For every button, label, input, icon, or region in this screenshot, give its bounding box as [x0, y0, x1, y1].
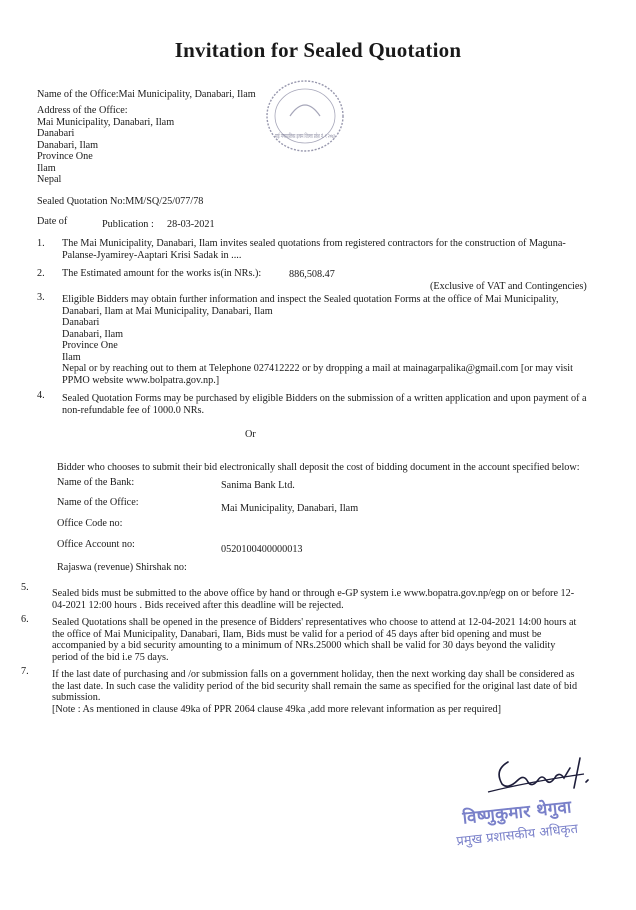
item-line: The Mai Municipality, Danabari, Ilam invites sealed quotations from registered contractors for the construction of Maguna- [62, 238, 566, 249]
item-line: 04-2021 12:00 hours . Bids received after this deadline will be rejected. [52, 599, 344, 611]
publication-label: Publication : [102, 219, 154, 230]
item-number: 2. [37, 268, 45, 279]
address-line: Danabari, Ilam [37, 139, 99, 151]
office-label: Name of the Office: [57, 497, 139, 508]
address-line: Nepal [37, 174, 62, 185]
item-number: 6. [21, 614, 29, 625]
signatory-name: विष्णुकुमार थेगुवा [461, 797, 573, 829]
item-3-text [62, 294, 622, 386]
item-line: Sealed Quotation Forms may be purchased by eligible Bidders on the submission of a written application and upon payment of a [62, 393, 587, 404]
account-label: Office Account no: [57, 539, 135, 550]
rajaswa-label: Rajaswa (revenue) Shirshak no: [57, 562, 187, 573]
address-line: Ilam [37, 162, 56, 174]
item-line: period of the bid i.e 75 days. [52, 651, 169, 663]
item-7-text [52, 669, 622, 715]
publication-date: 28-03-2021 [167, 219, 215, 230]
bank-label: Name of the Bank: [57, 477, 135, 488]
item-number: 4. [37, 390, 45, 401]
bank-value: Sanima Bank Ltd. [221, 480, 295, 491]
document-title: Invitation for Sealed Quotation [174, 38, 462, 62]
official-stamp [262, 76, 381, 156]
item-line: Palanse-Jyamirey-Aaptari Krisi Sadak in .... [62, 249, 242, 261]
date-label: Date of [37, 216, 68, 227]
item-line: Ilam [62, 351, 81, 363]
office-name: Name of the Office:Mai Municipality, Danabari, Ilam [37, 89, 256, 100]
signatory-designation: प्रमुख प्रशासकीय अधिकृत [455, 821, 579, 850]
item-2-text: The Estimated amount for the works is(in NRs.): [62, 268, 262, 279]
item-line: the last date. In such case the validity period of the bid security shall remain the same as specified for the original last date of bid [52, 680, 578, 692]
item-line: If the last date of purchasing and /or submission falls on a government holiday, then the next working day shall be considered as [52, 669, 575, 680]
item-line: Province One [62, 340, 118, 351]
item-6-text [52, 617, 622, 663]
office-value: Mai Municipality, Danabari, Ilam [221, 503, 359, 514]
item-line: Nepal or by reaching out to them at Telephone 027412222 or by dropping a mail at mainagarpalika@gmail.com [or may visit [62, 363, 573, 374]
item-line: Eligible Bidders may obtain further information and inspect the Sealed quotation Forms at the office of Mai Municipality, [62, 294, 559, 305]
office-code-label: Office Code no: [57, 518, 123, 529]
office-address [37, 105, 257, 186]
item-line: submission. [52, 692, 101, 703]
account-value: 0520100400000013 [221, 544, 303, 555]
item-line: Sealed bids must be submitted to the above office by hand or through e-GP system i.e www.bopatra.gov.np/egp on or before 12- [52, 588, 575, 599]
item-number: 1. [37, 238, 45, 249]
item-number: 3. [37, 292, 45, 303]
or-separator: Or [245, 429, 256, 440]
item-5-text [52, 588, 622, 611]
vat-note: (Exclusive of VAT and Contingencies) [430, 281, 587, 292]
item-line: Danabari, Ilam at Mai Municipality, Danabari, Ilam [62, 305, 273, 317]
item-line: [Note : As mentioned in clause 49ka of PPR 2064 clause 49ka ,add more relevant information as per required] [52, 703, 501, 715]
item-line: accompanied by a bid security amounting to a minimum of NRs.25000 which shall be valid for 30 days beyond the validity [52, 640, 556, 651]
item-line: the office of Mai Municipality, Danabari, Ilam, Bids must be valid for a period of 45 days after bid opening and must be [52, 628, 542, 640]
item-4-text [62, 393, 622, 416]
address-line: Danabari [37, 128, 75, 139]
handwritten-signature [486, 752, 606, 798]
estimated-amount: 886,508.47 [289, 269, 335, 280]
item-1-text [62, 238, 622, 261]
stamp-text: माई नगरपालिका इलाम जिल्ला प्रदेश नं. १ २०७३ [275, 133, 381, 140]
electronic-bid-note: Bidder who chooses to submit their bid electronically shall deposit the cost of bidding document in the account specified below: [57, 462, 580, 473]
item-line: non-refundable fee of 1000.0 NRs. [62, 404, 205, 416]
item-line: Sealed Quotations shall be opened in the presence of Bidders' representatives who choose to attend at 12-04-2021 14:00 hours at [52, 617, 577, 628]
address-line: Mai Municipality, Danabari, Ilam [37, 116, 175, 128]
item-line: Danabari, Ilam [62, 328, 124, 340]
item-line: Danabari [62, 317, 100, 328]
signatory-seal [455, 797, 579, 850]
address-line: Province One [37, 151, 93, 162]
item-line: PPMO website www.bolpatra.gov.np.] [62, 374, 220, 386]
item-number: 5. [21, 582, 29, 593]
address-label: Address of the Office: [37, 105, 128, 116]
quotation-number: Sealed Quotation No:MM/SQ/25/077/78 [37, 196, 204, 207]
item-number: 7. [21, 666, 29, 677]
